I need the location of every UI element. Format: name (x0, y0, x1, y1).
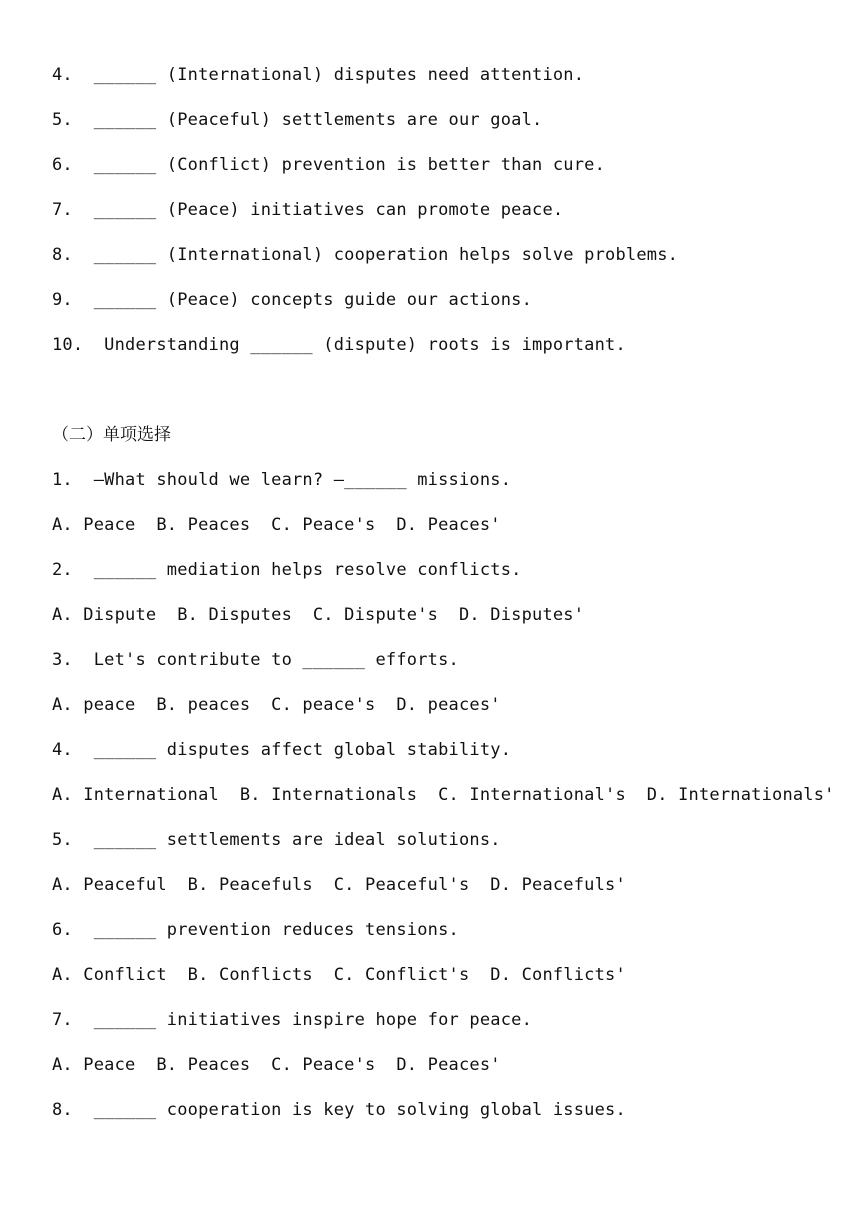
fill-in-item-4: 4. ______ (International) disputes need attention. (52, 65, 585, 85)
fill-in-item-8: 8. ______ (International) cooperation helps solve problems. (52, 245, 679, 265)
options-6: A. Conflict B. Conflicts C. Conflict's D. Conflicts' (52, 965, 626, 985)
question-6: 6. ______ prevention reduces tensions. (52, 920, 459, 940)
question-2: 2. ______ mediation helps resolve conflicts. (52, 560, 522, 580)
fill-in-item-7: 7. ______ (Peace) initiatives can promote peace. (52, 200, 564, 220)
fill-in-item-10: 10. Understanding ______ (dispute) roots is important. (52, 335, 626, 355)
question-1: 1. —What should we learn? —______ missions. (52, 470, 512, 490)
question-4: 4. ______ disputes affect global stability. (52, 740, 512, 760)
fill-in-item-6: 6. ______ (Conflict) prevention is better than cure. (52, 155, 606, 175)
options-1: A. Peace B. Peaces C. Peace's D. Peaces' (52, 515, 501, 535)
section-heading-multiple-choice: （二）单项选择 (52, 425, 171, 445)
fill-in-item-9: 9. ______ (Peace) concepts guide our actions. (52, 290, 533, 310)
question-8: 8. ______ cooperation is key to solving global issues. (52, 1100, 626, 1120)
options-3: A. peace B. peaces C. peace's D. peaces' (52, 695, 501, 715)
options-4: A. International B. Internationals C. International's D. Internationals' (52, 785, 835, 805)
options-7: A. Peace B. Peaces C. Peace's D. Peaces' (52, 1055, 501, 1075)
options-2: A. Dispute B. Disputes C. Dispute's D. Disputes' (52, 605, 585, 625)
options-5: A. Peaceful B. Peacefuls C. Peaceful's D. Peacefuls' (52, 875, 626, 895)
question-3: 3. Let's contribute to ______ efforts. (52, 650, 459, 670)
fill-in-item-5: 5. ______ (Peaceful) settlements are our goal. (52, 110, 543, 130)
question-7: 7. ______ initiatives inspire hope for peace. (52, 1010, 533, 1030)
question-5: 5. ______ settlements are ideal solutions. (52, 830, 501, 850)
